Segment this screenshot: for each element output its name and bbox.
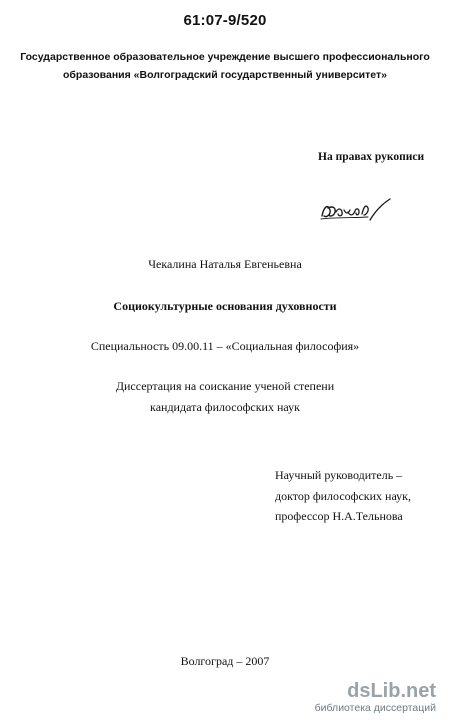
institution-line-1: Государственное образовательное учреждение высшего профессионального: [20, 51, 430, 63]
city-year: Волгоград – 2007: [180, 654, 270, 668]
watermark-subtitle: библиотека диссертаций: [314, 702, 436, 714]
watermark-logo: dsLib.net: [347, 680, 436, 702]
supervisor-line-2: доктор философских наук,: [275, 489, 411, 503]
author-name: Чекалина Наталья Евгеньевна: [148, 257, 302, 271]
watermark: [315, 681, 436, 714]
handwritten-signature: [318, 196, 394, 226]
degree-line-1: Диссертация на соискание ученой степени: [115, 379, 335, 393]
specialty-line: Специальность 09.00.11 – «Социальная философия»: [90, 339, 360, 353]
supervisor-line-1: Научный руководитель –: [275, 468, 403, 482]
institution-line-2: образования «Волгоградский государственный университет»: [63, 69, 387, 81]
degree-line-2: кандидата философских наук: [150, 400, 300, 414]
rights-note: На правах рукописи: [318, 151, 425, 163]
supervisor-line-3: профессор Н.А.Тельнова: [275, 509, 403, 523]
catalog-number: 61:07-9/520: [183, 12, 267, 29]
thesis-title: Социокультурные основания духовности: [113, 299, 337, 313]
